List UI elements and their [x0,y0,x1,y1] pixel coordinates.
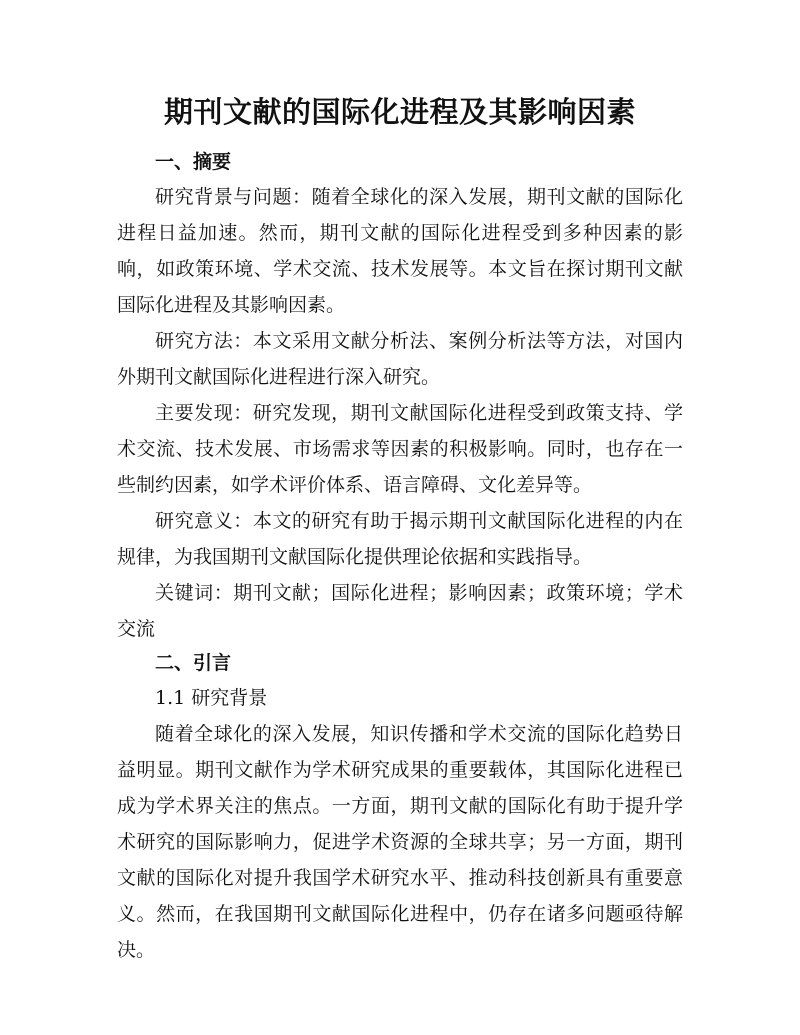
research-background-paragraph: 随着全球化的深入发展，知识传播和学术交流的国际化趋势日益明显。期刊文献作为学术研究成果的重要载体，其国际化进程已成为学术界关注的焦点。一方面，期刊文献的国际化有助于提升学术研究的国际影响力，促进学术资源的全球共享；另一方面，期刊文献的国际化对提升我国学术研究水平、推动科技创新具有重要意义。然而，在我国期刊文献国际化进程中，仍存在诸多问题亟待解决。 [117,723,683,961]
document-title: 期刊文献的国际化进程及其影响因素 [163,95,636,129]
section-heading-abstract: 一、摘要 [155,151,232,173]
subsection-heading-research-background: 1.1 研究背景 [155,687,268,709]
abstract-significance-paragraph: 研究意义：本文的研究有助于揭示期刊文献国际化进程的内在规律，为我国期刊文献国际化提供理论依据和实践指导。 [117,510,683,568]
document-body [117,146,683,968]
abstract-findings-paragraph: 主要发现：研究发现，期刊文献国际化进程受到政策支持、学术交流、技术发展、市场需求等因素的积极影响。同时，也存在一些制约因素，如学术评价体系、语言障碍、文化差异等。 [117,402,683,496]
keywords-paragraph: 关键词：期刊文献；国际化进程；影响因素；政策环境；学术交流 [117,582,683,640]
abstract-method-paragraph: 研究方法：本文采用文献分析法、案例分析法等方法，对国内外期刊文献国际化进程进行深入研究。 [117,330,683,388]
section-heading-introduction: 二、引言 [155,652,232,674]
abstract-background-paragraph: 研究背景与问题：随着全球化的深入发展，期刊文献的国际化进程日益加速。然而，期刊文献的国际化进程受到多种因素的影响，如政策环境、学术交流、技术发展等。本文旨在探讨期刊文献国际化进程及其影响因素。 [117,186,683,316]
